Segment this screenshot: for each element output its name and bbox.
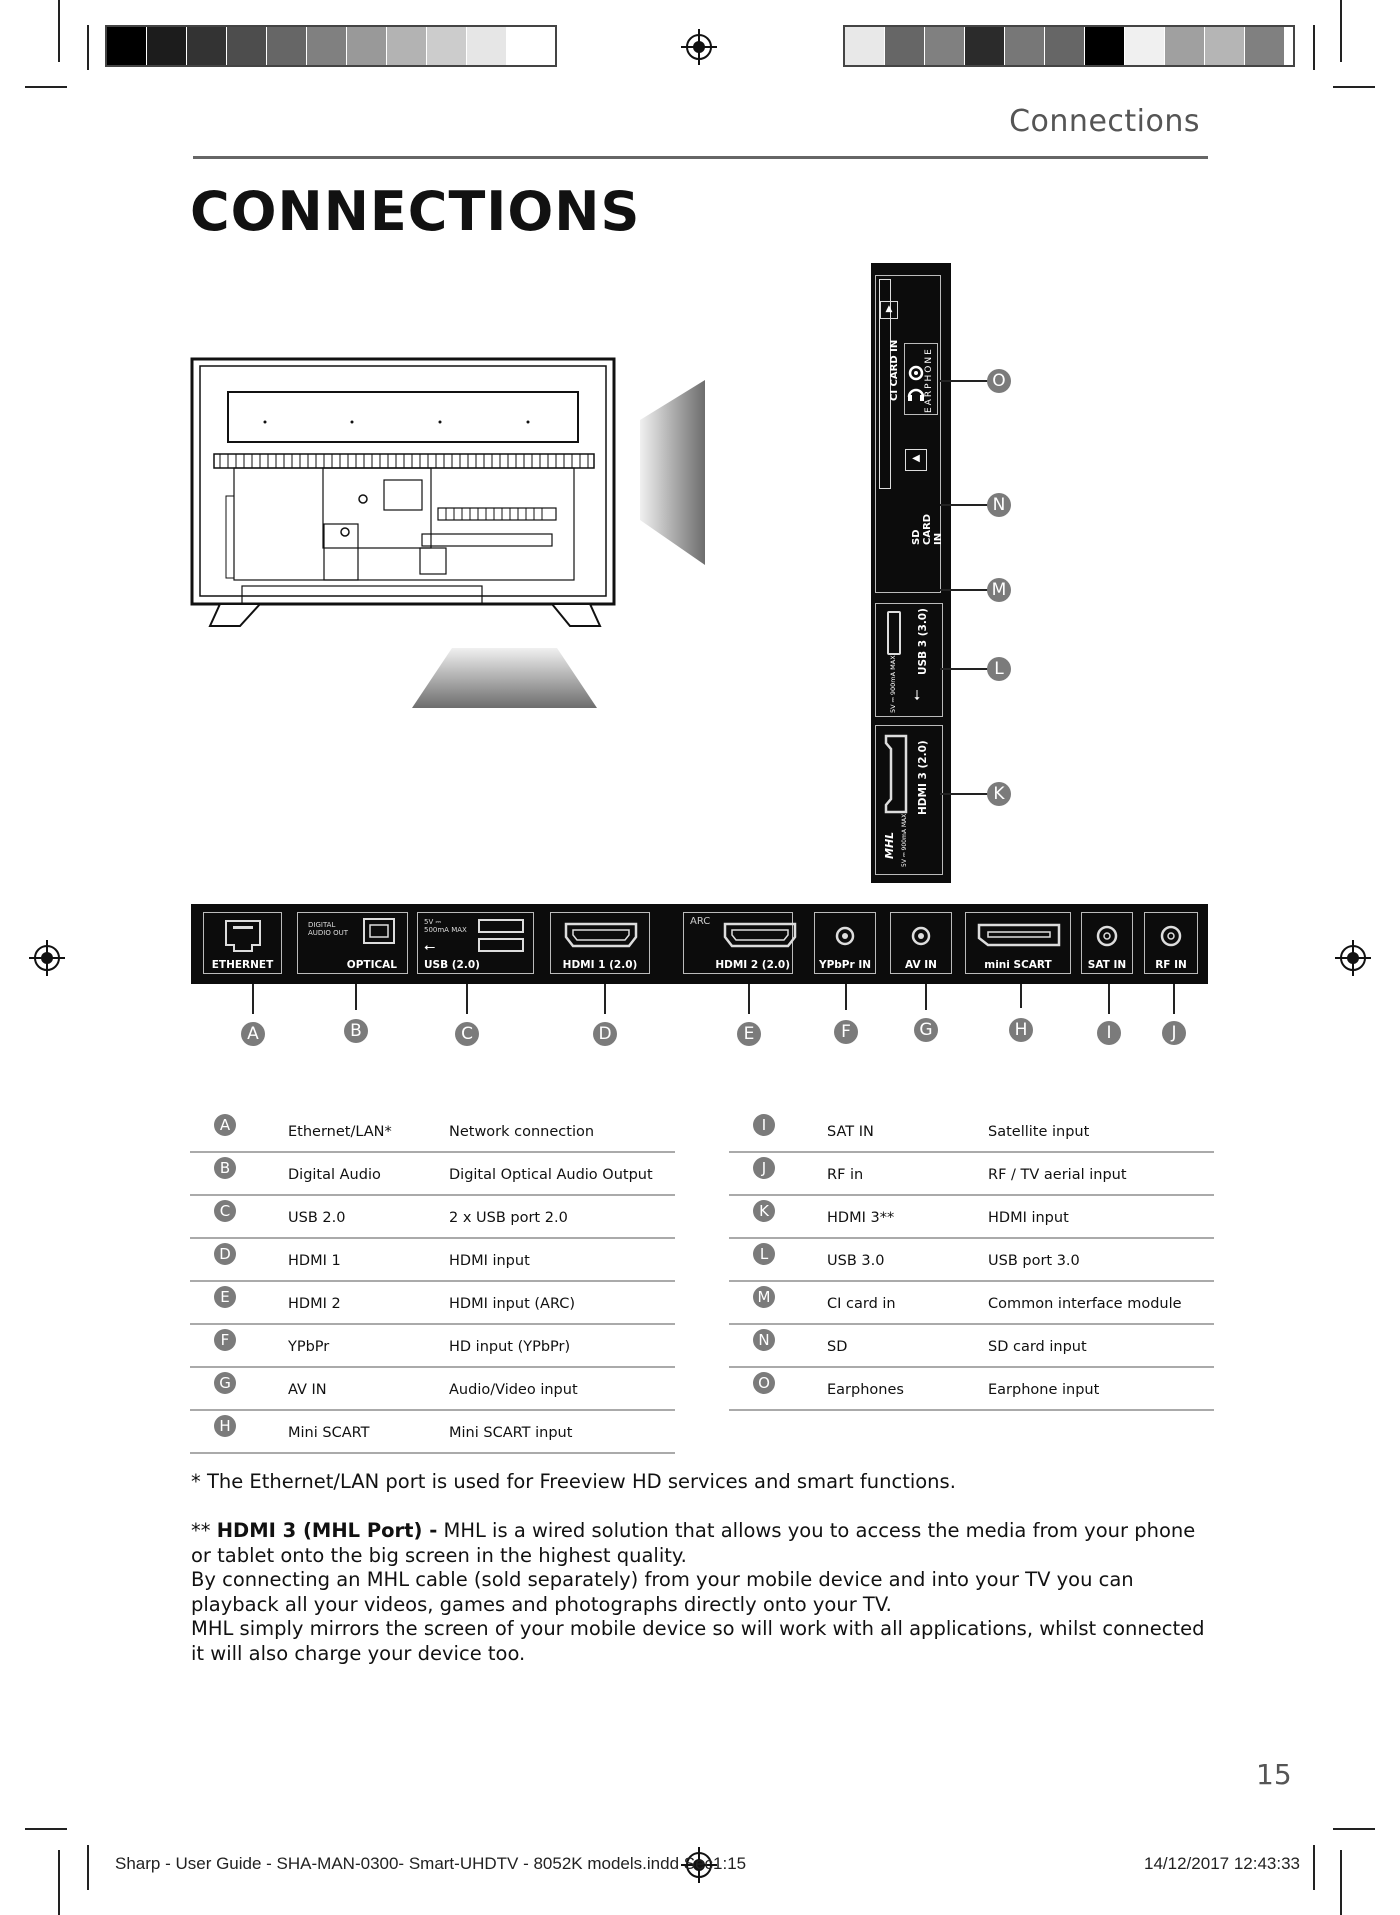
row-description: HDMI input <box>449 1253 530 1269</box>
row-description: Satellite input <box>988 1124 1090 1140</box>
row-description: USB port 3.0 <box>988 1253 1080 1269</box>
row-description: Audio/Video input <box>449 1382 578 1398</box>
callout-j: J <box>1162 1021 1186 1045</box>
callout-n: N <box>987 493 1011 517</box>
coax-jack-icon <box>1160 925 1182 947</box>
ethernet-jack-icon <box>224 919 262 953</box>
color-swatch <box>845 27 885 65</box>
callout-a: A <box>241 1022 265 1046</box>
color-swatch <box>307 27 347 65</box>
rca-jack-icon <box>835 926 855 946</box>
callout-line <box>1173 984 1175 1014</box>
header-divider <box>193 156 1208 159</box>
row-port: HDMI 2 <box>288 1296 341 1312</box>
bottom-view-arrow <box>412 648 597 708</box>
av-in-port[interactable]: AV IN <box>890 912 952 974</box>
registration-mark-icon <box>29 940 65 976</box>
callout-line <box>1108 984 1110 1014</box>
print-slug-right: 14/12/2017 12:43:33 <box>1144 1854 1300 1873</box>
table-row <box>190 1282 675 1325</box>
table-row <box>190 1368 675 1411</box>
color-bar-right <box>843 25 1295 67</box>
side-view-arrow <box>640 380 705 565</box>
hdmi3-power-note: 5V ⎓ 900mA MAX <box>901 813 908 867</box>
row-description: HDMI input (ARC) <box>449 1296 576 1312</box>
mhl-badge: MHL <box>883 831 896 859</box>
table-row <box>729 1110 1214 1153</box>
table-row <box>729 1239 1214 1282</box>
callout-f: F <box>834 1020 858 1044</box>
ci-eject-icon: ▲ <box>880 301 898 319</box>
table-row <box>729 1153 1214 1196</box>
row-port: Digital Audio <box>288 1167 381 1183</box>
footnote-mhl-p3: MHL simply mirrors the screen of your mobile device so will work with all applications, whilst connected it will also charge your device too. <box>191 1617 1205 1665</box>
row-port: AV IN <box>288 1382 327 1398</box>
crop-mark <box>1313 1845 1315 1890</box>
row-letter: N <box>753 1329 775 1351</box>
callout-d: D <box>593 1022 617 1046</box>
row-description: 2 x USB port 2.0 <box>449 1210 568 1226</box>
row-port: Ethernet/LAN* <box>288 1124 392 1140</box>
color-swatch <box>1165 27 1205 65</box>
crop-mark <box>1340 1850 1342 1915</box>
row-port: USB 2.0 <box>288 1210 346 1226</box>
row-port: SD <box>827 1339 848 1355</box>
row-letter: M <box>753 1286 775 1308</box>
usb3-power-note: 5V ⎓ 900mA MAX <box>889 655 897 713</box>
table-row <box>729 1325 1214 1368</box>
color-swatch <box>885 27 925 65</box>
legend-table-left <box>190 1110 675 1454</box>
row-letter: C <box>214 1200 236 1222</box>
table-row <box>190 1239 675 1282</box>
callout-line <box>940 380 992 382</box>
hdmi-socket-icon <box>563 921 639 949</box>
row-letter: H <box>214 1415 236 1437</box>
footnote-mhl-p2: By connecting an MHL cable (sold separately) from your mobile device and into your TV you can playback all your videos, games and photographs directly onto your TV. <box>191 1568 1134 1616</box>
table-row <box>729 1282 1214 1325</box>
callout-line <box>1020 984 1022 1008</box>
footnote-mhl-heading: HDMI 3 (MHL Port) - <box>216 1519 438 1542</box>
usb-icon: ⭠ <box>424 939 436 955</box>
row-letter: I <box>753 1114 775 1136</box>
row-letter: O <box>753 1372 775 1394</box>
row-letter: D <box>214 1243 236 1265</box>
callout-e: E <box>737 1022 761 1046</box>
row-port: RF in <box>827 1167 864 1183</box>
crop-mark <box>1333 86 1375 88</box>
row-port: HDMI 3** <box>827 1210 895 1226</box>
color-swatch <box>1045 27 1085 65</box>
usb-icon: ⭠ <box>908 689 925 701</box>
color-swatch <box>347 27 387 65</box>
registration-mark-icon <box>1335 940 1371 976</box>
row-description: SD card input <box>988 1339 1087 1355</box>
color-swatch <box>1245 27 1285 65</box>
row-port: USB 3.0 <box>827 1253 885 1269</box>
crop-mark <box>25 1828 67 1830</box>
usb3-port[interactable] <box>887 611 901 655</box>
callout-line <box>940 793 992 795</box>
row-port: CI card in <box>827 1296 896 1312</box>
sd-card-label: SD CARD IN <box>911 513 944 545</box>
color-bar-left <box>105 25 557 67</box>
row-description: Digital Optical Audio Output <box>449 1167 653 1183</box>
hdmi3-port[interactable] <box>883 733 909 815</box>
row-description: Network connection <box>449 1124 595 1140</box>
crop-mark <box>58 0 60 62</box>
row-port: YPbPr <box>288 1339 330 1355</box>
callout-c: C <box>455 1022 479 1046</box>
callout-h: H <box>1009 1018 1033 1042</box>
color-swatch <box>187 27 227 65</box>
callout-o: O <box>987 369 1011 393</box>
crop-mark <box>1313 25 1315 70</box>
callout-m: M <box>987 578 1011 602</box>
hdmi3-label: HDMI 3 (2.0) <box>917 740 929 815</box>
page-title: CONNECTIONS <box>190 180 641 243</box>
registration-mark-icon <box>681 29 717 65</box>
hdmi1-port[interactable]: HDMI 1 (2.0) <box>550 912 650 974</box>
row-port: SAT IN <box>827 1124 874 1140</box>
section-header: Connections <box>1009 104 1200 139</box>
footnote-mhl-text: MHL is a wired solution that allows you to access the media from your phone or tablet onto the big screen in the highest quality. <box>191 1519 1196 1567</box>
row-description: RF / TV aerial input <box>988 1167 1127 1183</box>
row-letter: G <box>214 1372 236 1394</box>
side-connector-panel <box>871 263 951 883</box>
sat-in-port[interactable]: SAT IN <box>1081 912 1133 974</box>
footnote-mhl <box>191 1519 1211 1666</box>
row-port: Earphones <box>827 1382 904 1398</box>
row-letter: J <box>753 1157 775 1179</box>
tv-back-illustration <box>190 356 620 646</box>
crop-mark <box>87 1845 89 1890</box>
row-description: Earphone input <box>988 1382 1100 1398</box>
row-description: Common interface module <box>988 1296 1182 1312</box>
page-number: 15 <box>1256 1758 1292 1791</box>
crop-mark <box>1340 0 1342 62</box>
color-swatch <box>1205 27 1245 65</box>
callout-i: I <box>1097 1021 1121 1045</box>
hdmi2-port[interactable]: ARC HDMI 2 (2.0) <box>683 912 793 974</box>
callout-line <box>252 984 254 1014</box>
usb-slot <box>478 938 524 952</box>
color-swatch <box>507 27 547 65</box>
row-letter: A <box>214 1114 236 1136</box>
callout-line <box>940 668 992 670</box>
row-description: HD input (YPbPr) <box>449 1339 571 1355</box>
row-letter: E <box>214 1286 236 1308</box>
crop-mark <box>58 1850 60 1915</box>
callout-line <box>940 589 992 591</box>
row-port: HDMI 1 <box>288 1253 341 1269</box>
ypbpr-port[interactable]: YPbPr IN <box>814 912 876 974</box>
color-swatch <box>227 27 267 65</box>
table-row <box>190 1325 675 1368</box>
footnote-ethernet: * The Ethernet/LAN port is used for Freeview HD services and smart functions. <box>191 1470 956 1493</box>
callout-k: K <box>987 782 1011 806</box>
table-row <box>729 1196 1214 1239</box>
color-swatch <box>267 27 307 65</box>
color-swatch <box>1085 27 1125 65</box>
color-swatch <box>427 27 467 65</box>
row-port: Mini SCART <box>288 1425 370 1441</box>
usb2-port[interactable]: 5V ⎓ 500mA MAX ⭠ USB (2.0) <box>417 912 534 974</box>
row-letter: K <box>753 1200 775 1222</box>
optical-jack-icon <box>362 917 396 945</box>
color-swatch <box>107 27 147 65</box>
table-row <box>729 1368 1214 1411</box>
color-swatch <box>965 27 1005 65</box>
usb2-note: 5V ⎓ 500mA MAX <box>424 918 467 934</box>
coax-jack-icon <box>1096 925 1118 947</box>
ethernet-port[interactable]: ETHERNET <box>203 912 282 974</box>
legend-table-right <box>729 1110 1214 1411</box>
print-slug-left: Sharp - User Guide - SHA-MAN-0300- Smart-UHDTV - 8052K models.indd Sec1:15 <box>115 1854 747 1873</box>
headphone-icon <box>907 363 925 403</box>
color-swatch <box>925 27 965 65</box>
color-swatch <box>467 27 507 65</box>
callout-line <box>925 984 927 1010</box>
table-row <box>190 1196 675 1239</box>
rca-jack-icon <box>911 926 931 946</box>
optical-note: DIGITAL AUDIO OUT <box>308 921 349 937</box>
callout-line <box>604 984 606 1014</box>
table-row <box>190 1153 675 1196</box>
bottom-connector-panel <box>191 904 1208 984</box>
usb3-label: USB 3 (3.0) <box>917 608 929 675</box>
hdmi-socket-icon <box>722 921 798 949</box>
callout-g: G <box>914 1018 938 1042</box>
earphone-label: EARPHONE <box>924 347 934 413</box>
scart-socket-icon <box>976 922 1062 948</box>
callout-line <box>748 984 750 1014</box>
color-swatch <box>387 27 427 65</box>
color-swatch <box>1005 27 1045 65</box>
rf-in-port[interactable]: RF IN <box>1144 912 1198 974</box>
color-swatch <box>147 27 187 65</box>
ci-card-label: CI CARD IN <box>889 339 900 401</box>
callout-line <box>845 984 847 1010</box>
callout-line <box>466 984 468 1014</box>
crop-mark <box>25 86 67 88</box>
crop-mark <box>87 25 89 70</box>
row-letter: L <box>753 1243 775 1265</box>
footnote-mhl-prefix: ** <box>191 1519 217 1542</box>
sd-card-slot[interactable]: ◀ <box>905 449 927 471</box>
mini-scart-port[interactable]: mini SCART <box>965 912 1071 974</box>
row-letter: B <box>214 1157 236 1179</box>
callout-b: B <box>344 1019 368 1043</box>
optical-port[interactable]: DIGITAL AUDIO OUT OPTICAL <box>297 912 408 974</box>
crop-mark <box>1333 1828 1375 1830</box>
table-row <box>190 1110 675 1153</box>
color-swatch <box>1125 27 1165 65</box>
callout-line <box>355 984 357 1010</box>
row-description: Mini SCART input <box>449 1425 573 1441</box>
callout-l: L <box>987 657 1011 681</box>
callout-line <box>940 504 992 506</box>
usb-slot <box>478 919 524 933</box>
arc-note: ARC <box>690 916 711 927</box>
row-description: HDMI input <box>988 1210 1069 1226</box>
row-letter: F <box>214 1329 236 1351</box>
table-row <box>190 1411 675 1454</box>
